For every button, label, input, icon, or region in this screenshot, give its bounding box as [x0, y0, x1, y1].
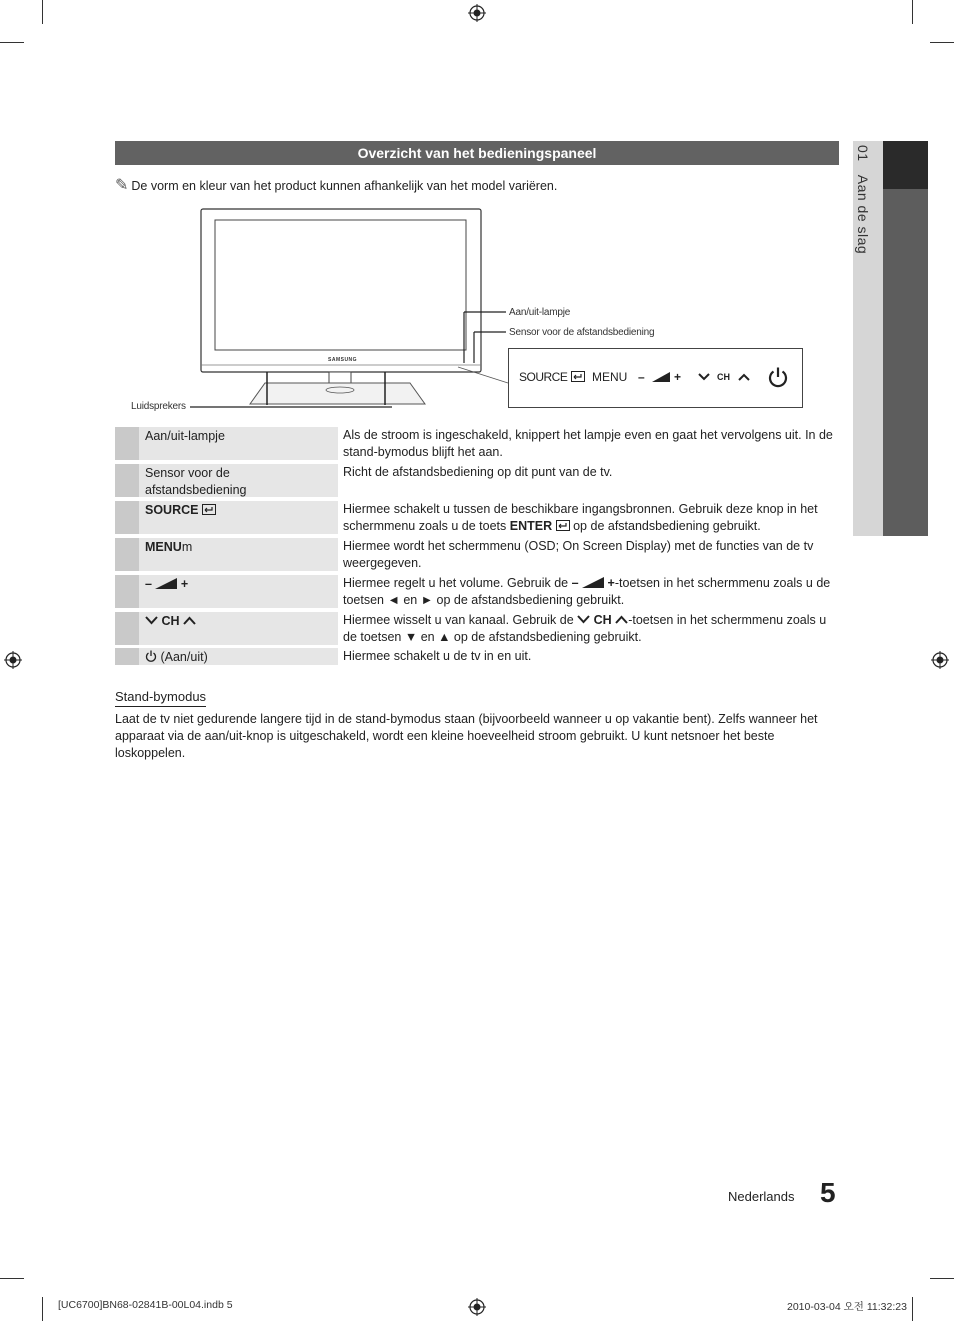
crop-mark — [0, 42, 24, 43]
panel-source-button[interactable] — [519, 370, 585, 384]
tv-brand-logo: SAMSUNG — [328, 357, 358, 363]
tv-stand-base — [250, 383, 425, 404]
table-row — [115, 612, 839, 645]
slug-filename: [UC6700]BN68-02841B-00L04.indb 5 — [58, 1299, 233, 1311]
chapter-title: Aan de slag — [855, 174, 871, 255]
row-description: Hiermee regelt u het volume. Gebruik de – +-toetsen in het schermmenu zoals u de toetsen ◄ en ► op de afstandsbediening gebruikt. — [343, 576, 831, 607]
label-remote-sensor: Sensor voor de afstandsbediening — [509, 327, 655, 338]
registration-mark-icon — [468, 4, 486, 22]
desc-text: Hiermee wisselt u van kanaal. Gebruik de — [343, 613, 574, 627]
desc-bold: ENTER — [509, 519, 553, 533]
row-description: Richt de afstandsbediening op dit punt van de tv. — [343, 465, 613, 479]
footer-language: Nederlands — [728, 1189, 795, 1204]
row-key — [139, 575, 338, 608]
side-tab-marker — [883, 141, 928, 189]
row-marker — [115, 648, 139, 665]
desc-text: -toetsen in het schermmenu zoals u de toetsen ▼ en ▲ op de afstandsbediening gebruikt. — [343, 613, 827, 644]
crop-mark — [930, 1278, 954, 1279]
panel-channel-label: CH — [717, 372, 730, 382]
desc-text: Hiermee schakelt u tussen de beschikbare ingangsbronnen. Gebruik deze knop in het schermmenu zoals u de toets — [343, 502, 818, 533]
panel-menu-button[interactable]: MENU — [592, 370, 628, 384]
row-marker — [115, 427, 139, 460]
note-text: De vorm en kleur van het product kunnen afhankelijk van het model variëren. — [131, 179, 558, 193]
crop-mark — [912, 1297, 913, 1321]
row-description: Als de stroom is ingeschakeld, knippert het lampje even en gaat het vervolgens uit. In de stand-bymodus blijft het aan. — [343, 428, 833, 459]
volume-icon — [582, 577, 604, 588]
desc-text: -toetsen in het schermmenu zoals u de toetsen ◄ en ► op de afstandsbediening gebruikt. — [343, 576, 831, 607]
chevron-down-icon — [145, 616, 158, 625]
row-description — [343, 612, 839, 646]
section-title-bar: Overzicht van het bedieningspaneel — [115, 141, 839, 165]
side-tab-label — [855, 145, 871, 254]
enter-icon — [202, 504, 216, 515]
power-icon — [145, 650, 157, 662]
row-key — [139, 538, 338, 571]
table-row — [115, 501, 839, 534]
table-row — [115, 464, 839, 497]
crop-mark — [0, 1278, 24, 1279]
chapter-number: 01 — [855, 145, 871, 162]
row-key-suffix: m — [181, 540, 193, 554]
desc-text: Hiermee regelt u het volume. Gebruik de — [343, 576, 569, 590]
table-row — [115, 648, 839, 665]
volume-icon — [155, 578, 177, 589]
row-key-text: SOURCE — [145, 503, 199, 517]
row-marker — [115, 575, 139, 608]
row-key-text: Sensor voor de afstandsbediening — [145, 466, 247, 497]
chevron-up-icon — [615, 615, 628, 624]
slug-timestamp: 2010-03-04 오전 11:32:23 — [787, 1301, 907, 1313]
row-key — [139, 648, 338, 665]
row-marker — [115, 612, 139, 645]
enter-icon — [571, 371, 585, 382]
crop-mark — [42, 0, 43, 24]
chevron-up-icon[interactable] — [738, 373, 750, 381]
registration-mark-icon — [468, 1298, 486, 1316]
table-row — [115, 575, 839, 608]
product-note — [115, 175, 557, 195]
registration-mark-icon — [931, 651, 949, 669]
row-key — [139, 501, 338, 534]
chevron-up-icon — [183, 616, 196, 625]
row-key-text: Aan/uit-lampje — [145, 429, 225, 443]
desc-bold: CH — [593, 613, 612, 627]
row-description: Hiermee wordt het schermmenu (OSD; On Screen Display) met de functies van de tv weergegeven. — [343, 539, 814, 570]
row-description: Hiermee schakelt u de tv in en uit. — [343, 649, 532, 663]
row-key-text: MENU — [145, 540, 182, 554]
row-key-text: (Aan/uit) — [160, 650, 208, 664]
row-description — [343, 501, 839, 535]
chevron-down-icon — [577, 615, 590, 624]
chevron-down-icon[interactable] — [698, 373, 710, 381]
note-pencil-icon: ✎ — [115, 177, 129, 194]
side-tab-dark-strip — [883, 141, 928, 536]
enter-icon — [556, 520, 570, 531]
desc-text: op de afstandsbediening gebruikt. — [573, 519, 761, 533]
row-key — [139, 427, 338, 460]
label-power-light: Aan/uit-lampje — [509, 307, 571, 318]
row-marker — [115, 464, 139, 497]
label-speakers: Luidsprekers — [131, 401, 186, 412]
crop-mark — [930, 42, 954, 43]
registration-mark-icon — [4, 651, 22, 669]
row-key — [139, 612, 338, 645]
panel-source-label: SOURCE — [519, 370, 568, 384]
tv-screen — [215, 220, 466, 350]
standby-heading: Stand-bymodus — [115, 689, 206, 707]
power-icon[interactable] — [767, 366, 789, 388]
volume-key: – + — [145, 577, 189, 591]
standby-paragraph: Laat de tv niet gedurende langere tijd in de stand-bymodus staan (bijvoorbeeld wanneer u op vakantie bent). Zelfs wanneer het apparaat via de aan/uit-knop is uitgeschakeld, wordt een kleine hoeveelheid stroom gebruikt. U kunt netsnoer het beste loskoppelen. — [115, 712, 818, 760]
table-row — [115, 538, 839, 571]
control-panel-box — [508, 348, 803, 408]
row-key — [139, 464, 338, 497]
panel-volume-down-button[interactable]: – — [638, 370, 645, 384]
crop-mark — [42, 1297, 43, 1321]
crop-mark — [912, 0, 913, 24]
row-key-text: CH — [161, 614, 180, 628]
panel-volume-up-button[interactable]: + — [674, 370, 682, 384]
page-number: 5 — [820, 1177, 836, 1208]
volume-icon — [652, 372, 670, 382]
row-marker — [115, 501, 139, 534]
table-row — [115, 427, 839, 460]
row-marker — [115, 538, 139, 571]
